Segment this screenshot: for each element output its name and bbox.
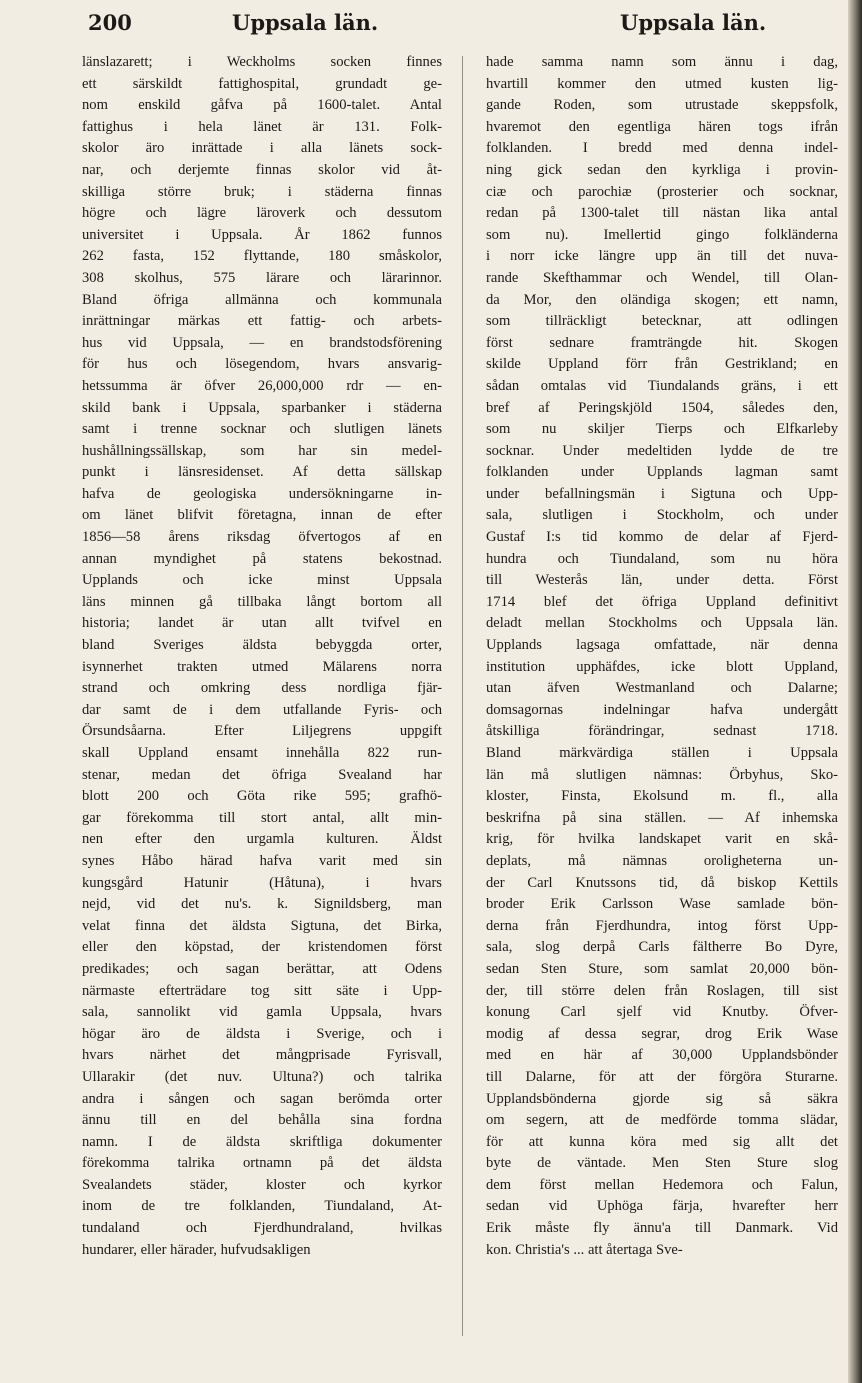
text-line: derna från Fjerdhundra, intog först Upp- [486, 917, 838, 934]
text-line: bref af Peringskjöld 1504, således den, [486, 399, 838, 416]
right-text-column [486, 52, 838, 1261]
text-line: nar, och derjemte finnas skolor vid åt- [82, 161, 442, 178]
text-line: under befallningsmän i Sigtuna och Upp- [486, 485, 838, 502]
text-line: läns minnen gå tillbaka långt bortom all [82, 593, 442, 610]
text-line: skolor äro inrättade i alla länets sock- [82, 140, 442, 157]
text-line: gar förekomma till stort antal, allt min- [82, 809, 442, 826]
text-line: konung Carl sjelf vid Knutby. Öfver- [486, 1004, 838, 1021]
text-line: kloster, Finsta, Ekolsund m. fl., alla [486, 788, 838, 805]
text-line: punkt i länsresidenset. Af detta sällskap [82, 464, 442, 481]
text-line: blott 200 och Göta rike 595; grafhö- [82, 788, 442, 805]
text-line: i norr icke längre upp än till det nuva- [486, 248, 838, 265]
text-line: hvaremot den egentliga hären togs ifrån [486, 118, 838, 135]
text-line: der Carl Knutssons tid, då biskop Kettils [486, 874, 838, 891]
text-line: Gustaf I:s tid kommo de delar af Fjerd- [486, 529, 838, 546]
running-title-left: Uppsala län. [232, 10, 379, 35]
text-line: gande Roden, som utrustade skeppsfolk, [486, 97, 838, 114]
text-line: nen efter den urgamla kulturen. Äldst [82, 831, 442, 848]
text-line: sådan omtalas vid Tiundalands gräns, i ett [486, 377, 838, 394]
text-line: nom enskild gåfva på 1600-talet. Antal [82, 97, 442, 114]
running-title-right: Uppsala län. [620, 10, 767, 35]
text-line: domsagornas indelningar hafva undergått [486, 701, 838, 718]
text-line: 308 skolhus, 575 lärare och lärarinnor. [82, 269, 442, 286]
text-line: velat finna det äldsta Sigtuna, det Birka, [82, 917, 442, 934]
text-line: dem först mellan Hedemora och Falun, [486, 1176, 838, 1193]
text-line: till Dalarne, för att der förgöra Sturarne. [486, 1068, 838, 1085]
text-line: krig, för hvilka landskapet varit en skå- [486, 831, 838, 848]
text-line: bland Sveriges äldsta bebyggda orter, [82, 637, 442, 654]
text-line: länslazarett; i Weckholms socken finnes [82, 54, 442, 70]
text-line: först sednare framträngde hit. Skogen [486, 334, 838, 351]
text-line: skilliga större bruk; i städerna finnas [82, 183, 442, 200]
text-line: predikades; och sagan berättar, att Odens [82, 960, 442, 977]
text-line: hundarer, eller härader, hufvudsakligen [82, 1241, 311, 1258]
text-line: hvartill kommer den utmed kusten lig- [486, 75, 838, 92]
text-line: dar samt de i dem utfallande Fyris- och [82, 701, 442, 718]
text-line: om länet blifvit företagna, innan de efter [82, 507, 442, 524]
text-line: Erik måste fly ännu'a till Danmark. Vid [486, 1220, 838, 1237]
page-edge-shadow [848, 0, 862, 1383]
text-line: om segern, att de medförde tomma slädar, [486, 1112, 838, 1129]
text-line: Upplands och icke minst Uppsala [82, 572, 442, 589]
text-line: ning gick sedan den kyrkliga i provin- [486, 161, 838, 178]
text-line: som nu skiljer Tierps och Elfkarleby [486, 421, 838, 438]
text-line: folklanden under Upplands lagman samt [486, 464, 838, 481]
text-line: ännu till en del behålla sina fordna [82, 1112, 442, 1129]
text-line: skild bank i Uppsala, sparbanker i städerna [82, 399, 442, 416]
text-line: sedan vid Uphöga färja, hvarefter herr [486, 1198, 838, 1215]
text-line: Örsundsåarna. Efter Liljegrens uppgift [82, 723, 442, 740]
text-line: deladt mellan Stockholms och Uppsala län. [486, 615, 838, 632]
text-line: sala, slog derpå Carls fältherre Bo Dyre, [486, 939, 838, 956]
text-line: högre och lägre läroverk och dessutom [82, 205, 442, 222]
text-line: 1714 blef det öfriga Uppland definitivt [486, 593, 838, 610]
text-line: till Westerås län, under detta. Först [486, 572, 838, 589]
text-line: historia; landet är utan allt tvifvel en [82, 615, 442, 632]
text-line: ett särskildt fattighospital, grundadt ge- [82, 75, 442, 92]
text-line: folklanden. I bredd med denna indel- [486, 140, 838, 157]
text-line: skall Uppland ensamt innehålla 822 run- [82, 745, 442, 761]
text-line: hundra och Tiundaland, som nu höra [486, 550, 838, 567]
text-line: da Mor, den oländiga skogen; ett namn, [486, 291, 838, 308]
text-line: sala, sannolikt vid gamla Uppsala, hvars [82, 1004, 442, 1021]
text-line: namn. I de äldsta skriftliga dokumenter [82, 1133, 442, 1150]
text-line: hvars närhet det mångprisade Fyrisvall, [82, 1047, 442, 1064]
text-line: Ullarakir (det nuv. Ultuna?) och talrika [82, 1068, 442, 1085]
text-line: eller den köpstad, der kristendomen först [82, 939, 442, 956]
text-line: Svealandets städer, kloster och kyrkor [82, 1176, 442, 1193]
text-line: socknar. Under medeltiden lydde de tre [486, 442, 838, 459]
column-divider [462, 56, 463, 1336]
text-line: 262 fasta, 152 flyttande, 180 småskolor, [82, 248, 442, 265]
text-line: hetssumma är öfver 26,000,000 rdr — en- [82, 377, 442, 394]
text-line: inrättningar märkas ett fattig- och arbets- [82, 313, 442, 330]
page-header [0, 10, 862, 44]
text-line: hushållningssällskap, som har sin medel- [82, 442, 442, 459]
text-line: annan myndighet på statens bekostnad. [82, 550, 442, 567]
text-line: redan på 1300-talet till nästan lika antal [486, 205, 838, 222]
text-line: län må slutligen nämnas: Örbyhus, Sko- [486, 766, 838, 783]
page-number: 200 [88, 10, 132, 35]
text-line: fattighus i hela länet är 131. Folk- [82, 118, 442, 135]
text-line: isynnerhet trakten utmed Mälarens norra [82, 658, 442, 675]
text-line: kon. Christia's ... att återtaga Sve- [486, 1241, 683, 1258]
text-line: Upplandsbönderna gjorde sig så säkra [486, 1090, 838, 1107]
text-line: som tillräckligt betecknar, att odlingen [486, 313, 838, 330]
text-line: närmaste efterträdare tog sitt säte i Upp- [82, 982, 442, 999]
text-line: högar äro de äldsta i Sverige, och i [82, 1025, 442, 1042]
text-line: Bland märkvärdiga ställen i Uppsala [486, 745, 838, 761]
text-line: som nu). Imellertid gingo folkländerna [486, 226, 838, 243]
text-line: kungsgård Hatunir (Håtuna), i hvars [82, 874, 442, 891]
text-line: för hus och lösegendom, hvars ansvarig- [82, 356, 442, 373]
text-line: Bland öfriga allmänna och kommunala [82, 291, 442, 308]
text-line: modig af dessa segrar, drog Erik Wase [486, 1025, 838, 1042]
text-line: nejd, vid det nu's. k. Signildsberg, man [82, 896, 442, 913]
text-line: broder Erik Carlsson Wase samlade bön- [486, 896, 838, 913]
text-line: hus vid Uppsala, — en brandstodsförening [82, 334, 442, 351]
text-line: 1856—58 årens riksdag öfvertogos af en [82, 529, 442, 546]
text-line: åtskilliga förändringar, sednast 1718. [486, 723, 838, 740]
text-line: samt i trenne socknar och slutligen länets [82, 421, 442, 438]
left-text-column [82, 52, 442, 1261]
text-line: institution upphäfdes, icke blott Uppland, [486, 658, 838, 675]
text-line: synes Håbo härad hafva varit med sin [82, 852, 442, 869]
text-line: der, till större delen från Roslagen, till sist [486, 982, 838, 999]
text-line: universitet i Uppsala. År 1862 funnos [82, 226, 442, 243]
text-line: beskrifna på sina ställen. — Af inhemska [486, 809, 838, 826]
text-line: hafva de geologiska undersökningarne in- [82, 485, 442, 502]
text-line: andra i sången och sagan berömda orter [82, 1090, 442, 1107]
text-line: tundaland och Fjerdhundraland, hvilkas [82, 1220, 442, 1237]
text-line: hade samma namn som ännu i dag, [486, 54, 838, 70]
text-line: sala, slutligen i Stockholm, och under [486, 507, 838, 524]
text-line: sedan Sten Sture, som samlat 20,000 bön- [486, 960, 838, 977]
text-line: utan äfven Westmanland och Dalarne; [486, 680, 838, 697]
text-line: byte de väntade. Men Sten Sture slog [486, 1155, 838, 1172]
text-line: förekomma talrika ortnamn på det äldsta [82, 1155, 442, 1172]
text-line: ciæ och parochiæ (prosterier och socknar, [486, 183, 838, 200]
text-line: skilde Uppland förr från Gestrikland; en [486, 356, 838, 373]
text-line: inom de tre folklanden, Tiundaland, At- [82, 1198, 442, 1215]
text-line: Upplands lagsaga omfattade, när denna [486, 637, 838, 654]
text-line: för att kunna köra med sig allt det [486, 1133, 838, 1150]
text-line: strand och omkring dess nordliga fjär- [82, 680, 442, 697]
text-line: med en här af 30,000 Upplandsbönder [486, 1047, 838, 1064]
text-line: rande Skefthammar och Wendel, till Olan- [486, 269, 838, 286]
text-line: deplats, må nämnas oroligheterna un- [486, 852, 838, 869]
text-line: stenar, medan det öfriga Svealand har [82, 766, 442, 783]
